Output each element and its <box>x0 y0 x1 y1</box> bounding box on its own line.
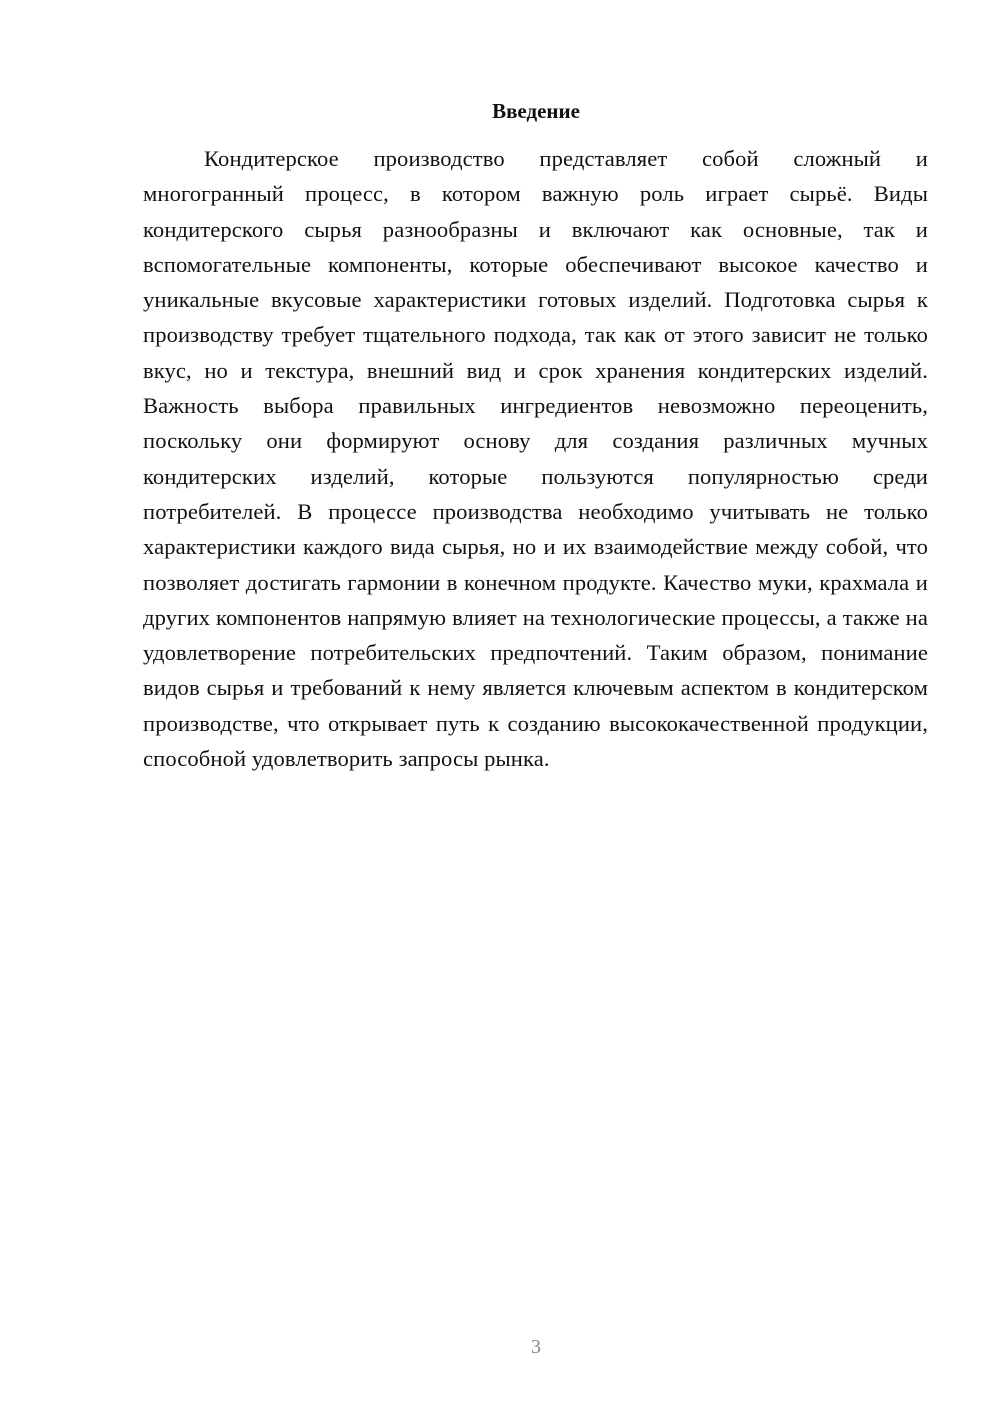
body-paragraph: Кондитерское производство представляет собой сложный и многогранный процесс, в котором важную роль играет сырьё. Виды кондитерского сырья разнообразны и включают как основные, так и вспомогательные компоненты, которые обеспечивают высокое качество и уникальные вкусовые характеристики готовых изделий. Подготовка сырья к производству требует тщательного подхода, так как от этого зависит не только вкус, но и текстура, внешний вид и срок хранения кондитерских изделий. Важность выбора правильных ингредиентов невозможно переоценить, поскольку они формируют основу для создания различных мучных кондитерских изделий, которые пользуются популярностью среди потребителей. В процессе производства необходимо учитывать не только характеристики каждого вида сырья, но и их взаимодействие между собой, что позволяет достигать гармонии в конечном продукте. Качество муки, крахмала и других компонентов напрямую влияет на технологические процессы, а также на удовлетворение потребительских предпочтений. Таким образом, понимание видов сырья и требований к нему является ключевым аспектом в кондитерском производстве, что открывает путь к созданию высококачественной продукции, способной удовлетворить запросы рынка. <box>143 146 928 772</box>
section-heading: Введение <box>492 99 580 123</box>
page-number: 3 <box>531 1336 541 1358</box>
